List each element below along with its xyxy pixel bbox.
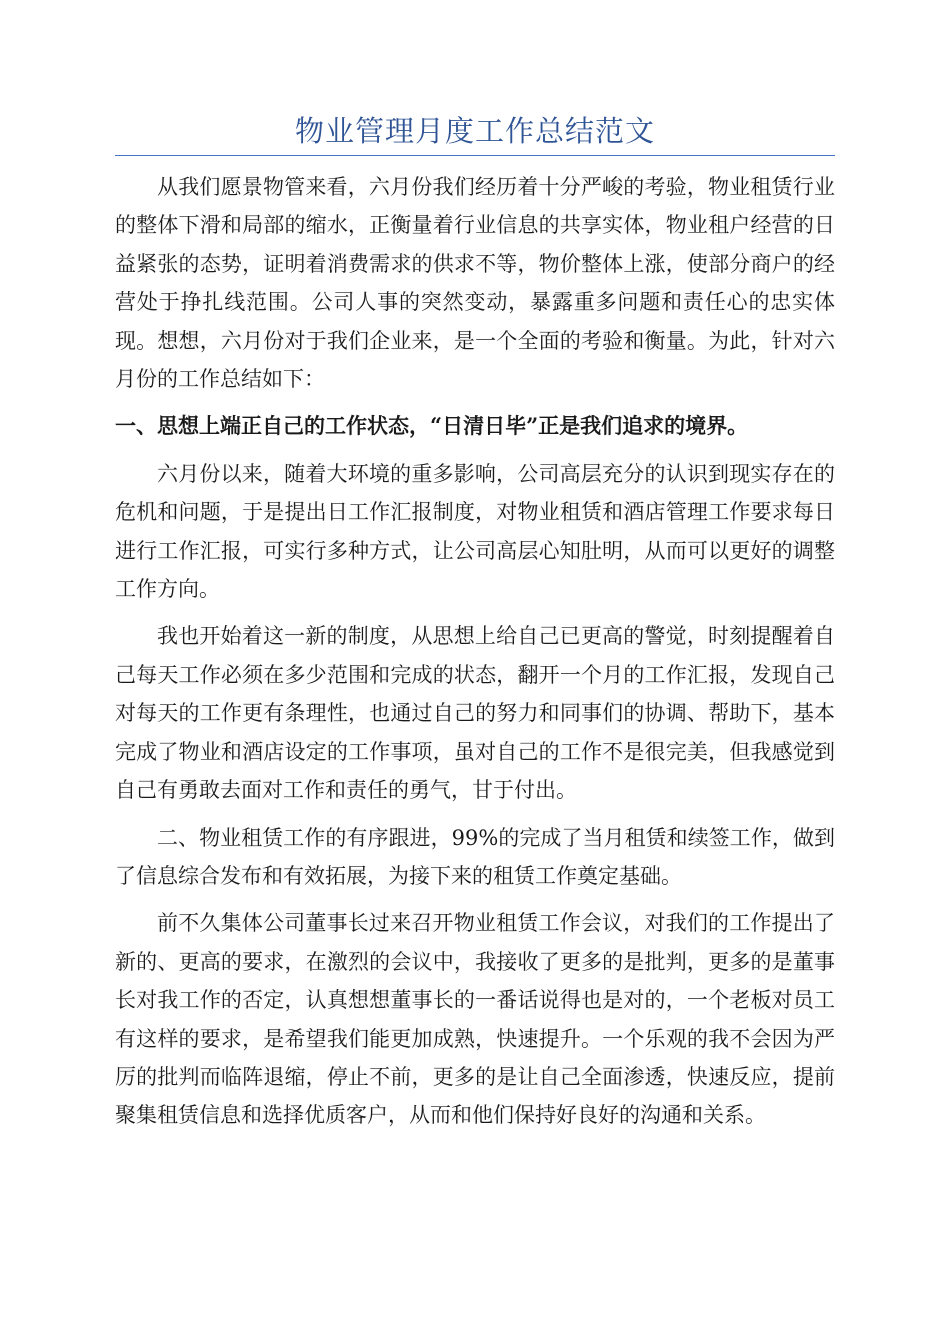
intro-paragraph: 从我们愿景物管来看，六月份我们经历着十分严峻的考验，物业租赁行业的整体下滑和局部的缩水，正衡量着行业信息的共享实体，物业租户经营的日益紧张的态势，证明着消费需求的供求不等，物价整体上涨，使部分商户的经营处于挣扎线范围。公司人事的突然变动，暴露重多问题和责任心的忠实体现。想想，六月份对于我们企业来，是一个全面的考验和衡量。为此，针对六月份的工作总结如下：	[115, 175, 835, 392]
body-paragraph: 我也开始着这一新的制度，从思想上给自己已更高的警觉，时刻提醒着自己每天工作必须在多少范围和完成的状态，翻开一个月的工作汇报，发现自己对每天的工作更有条理性，也通过自己的努力和同事们的协调、帮助下，基本完成了物业和酒店设定的工作事项，虽对自己的工作不是很完美，但我感觉到自己有勇敢去面对工作和责任的勇气，甘于付出。	[115, 624, 835, 803]
section-paragraph-2: 二、物业租赁工作的有序跟进，99%的完成了当月租赁和续签工作，做到了信息综合发布和有效拓展，为接下来的租赁工作奠定基础。	[115, 825, 835, 888]
body-paragraph: 前不久集体公司董事长过来召开物业租赁工作会议，对我们的工作提出了新的、更高的要求，在激烈的会议中，我接收了更多的是批判，更多的是董事长对我工作的否定，认真想想董事长的一番话说得也是对的，一个老板对员工有这样的要求，是希望我们能更加成熟，快速提升。一个乐观的我不会因为严厉的批判而临阵退缩，停止不前，更多的是让自己全面渗透，快速反应，提前聚集租赁信息和选择优质客户，从而和他们保持好良好的沟通和关系。	[115, 911, 835, 1128]
title-underline	[115, 155, 835, 156]
document-body	[115, 168, 835, 1144]
body-paragraph: 六月份以来，随着大环境的重多影响，公司高层充分的认识到现实存在的危机和问题，于是提出日工作汇报制度，对物业租赁和酒店管理工作要求每日进行工作汇报，可实行多种方式，让公司高层心知肚明，从而可以更好的调整工作方向。	[115, 461, 835, 602]
section-heading-1: 一、思想上端正自己的工作状态，“日清日毕”正是我们追求的境界。	[115, 413, 749, 439]
document-title: 物业管理月度工作总结范文	[294, 114, 655, 148]
